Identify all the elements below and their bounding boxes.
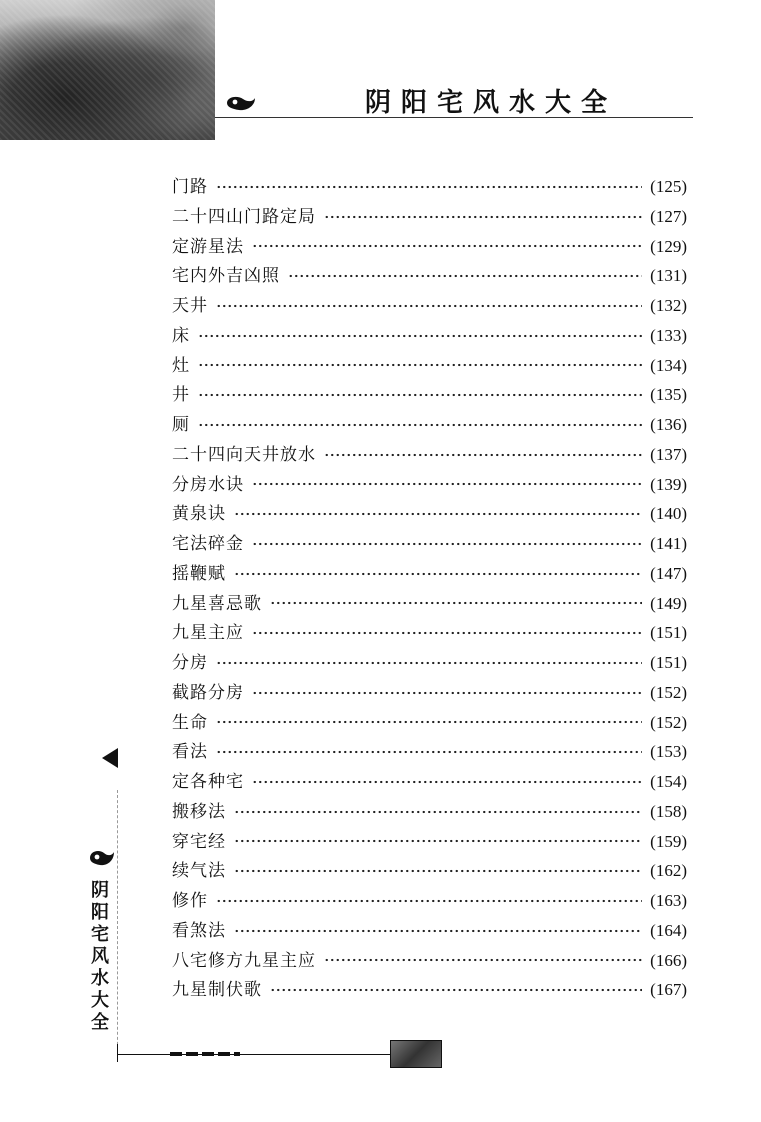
yin-yang-icon [225, 94, 257, 112]
toc-entry-page: (137) [650, 444, 687, 464]
toc-leader-dots [252, 477, 642, 491]
toc-entry-title: 井 [172, 385, 190, 406]
toc-entry-title: 定各种宅 [172, 772, 244, 792]
toc-entry[interactable] [172, 767, 687, 797]
toc-entry-page: (131) [650, 266, 687, 286]
toc-entry[interactable] [172, 351, 687, 381]
toc-leader-dots [324, 448, 642, 462]
toc-entry[interactable] [172, 618, 687, 648]
toc-entry-page: (135) [650, 385, 687, 405]
toc-entry-page: (166) [650, 950, 687, 970]
toc-entry-page: (159) [650, 831, 687, 851]
toc-entry-title: 八宅修方九星主应 [172, 950, 316, 971]
toc-entry-page: (134) [650, 355, 687, 375]
header-rule [215, 117, 693, 118]
toc-entry-title: 床 [172, 325, 190, 346]
toc-entry-page: (136) [650, 415, 687, 434]
toc-entry-page: (152) [650, 682, 687, 702]
toc-leader-dots [198, 418, 642, 432]
footer-ornament [170, 1052, 240, 1056]
toc-entry-title: 截路分房 [172, 682, 244, 703]
toc-leader-dots [252, 537, 642, 551]
table-of-contents [172, 172, 687, 1005]
toc-entry[interactable] [172, 232, 687, 262]
toc-entry-title: 摇鞭赋 [172, 563, 226, 584]
toc-entry[interactable] [172, 827, 687, 857]
toc-leader-dots [252, 626, 642, 640]
toc-entry[interactable] [172, 172, 687, 202]
toc-entry-title: 宅内外吉凶照 [172, 266, 280, 287]
toc-entry-page: (141) [650, 534, 687, 553]
toc-leader-dots [324, 210, 642, 224]
toc-entry-title: 宅法碎金 [172, 534, 244, 554]
page-header-title: 阴阳宅风水大全 [365, 88, 618, 118]
toc-entry-page: (147) [650, 563, 687, 583]
toc-entry[interactable] [172, 737, 687, 767]
toc-entry-page: (151) [650, 623, 687, 643]
toc-entry[interactable] [172, 678, 687, 708]
sidebar-title-char: 水 [91, 968, 109, 989]
toc-leader-dots [324, 953, 642, 967]
toc-entry-title: 九星制伏歌 [172, 980, 262, 1001]
toc-entry-page: (152) [650, 712, 687, 732]
footer-page-box [390, 1040, 442, 1068]
toc-entry[interactable] [172, 261, 687, 291]
toc-leader-dots [234, 567, 642, 581]
toc-leader-dots [234, 507, 642, 521]
toc-entry-page: (139) [650, 474, 687, 494]
footer-tick [117, 1044, 118, 1062]
toc-entry-page: (153) [650, 742, 687, 762]
toc-entry-title: 定游星法 [172, 236, 244, 257]
toc-entry[interactable] [172, 886, 687, 916]
toc-leader-dots [216, 180, 642, 194]
toc-leader-dots [234, 834, 642, 848]
toc-leader-dots [252, 239, 642, 253]
toc-leader-dots [198, 358, 642, 372]
sidebar-title-char: 大 [91, 990, 109, 1011]
left-arrow-icon [102, 748, 118, 768]
toc-entry[interactable] [172, 380, 687, 410]
sidebar-title-char: 全 [91, 1012, 109, 1033]
toc-entry-page: (129) [650, 236, 687, 256]
toc-entry-title: 搬移法 [172, 801, 226, 822]
toc-entry-title: 穿宅经 [172, 831, 226, 852]
toc-entry-title: 分房水诀 [172, 474, 244, 495]
toc-leader-dots [252, 775, 642, 789]
sidebar-title-char: 阳 [91, 902, 109, 923]
toc-leader-dots [270, 983, 642, 997]
toc-leader-dots [198, 329, 642, 343]
toc-entry-page: (162) [650, 861, 687, 881]
toc-leader-dots [288, 269, 642, 283]
toc-entry-title: 二十四向天井放水 [172, 444, 316, 465]
toc-leader-dots [234, 805, 642, 819]
toc-entry[interactable] [172, 708, 687, 738]
toc-entry-title: 天井 [172, 296, 208, 316]
toc-entry-title: 看法 [172, 742, 208, 763]
toc-leader-dots [216, 715, 642, 729]
toc-entry-page: (164) [650, 920, 687, 940]
toc-leader-dots [216, 894, 642, 908]
toc-leader-dots [270, 596, 642, 610]
toc-entry-page: (149) [650, 593, 687, 613]
toc-entry-page: (158) [650, 801, 687, 821]
sidebar-title-char: 阴 [91, 880, 109, 901]
toc-entry-title: 黄泉诀 [172, 504, 226, 525]
toc-entry[interactable] [172, 797, 687, 827]
toc-entry[interactable] [172, 648, 687, 678]
toc-entry[interactable] [172, 291, 687, 321]
toc-entry[interactable] [172, 499, 687, 529]
toc-leader-dots [216, 745, 642, 759]
toc-entry[interactable] [172, 321, 687, 351]
toc-entry-page: (167) [650, 980, 687, 1000]
toc-entry[interactable] [172, 946, 687, 976]
toc-entry-page: (127) [650, 206, 687, 226]
toc-entry-page: (140) [650, 504, 687, 524]
toc-entry-title: 分房 [172, 653, 208, 673]
corner-landscape-image [0, 0, 215, 140]
toc-entry[interactable] [172, 856, 687, 886]
toc-entry-page: (163) [650, 891, 687, 910]
toc-entry[interactable] [172, 529, 687, 559]
toc-entry-page: (133) [650, 325, 687, 345]
toc-entry-page: (154) [650, 772, 687, 791]
sidebar-book-title [88, 880, 112, 1034]
side-divider [117, 790, 118, 1060]
toc-leader-dots [234, 924, 642, 938]
toc-entry-title: 门路 [172, 177, 208, 197]
toc-entry-title: 修作 [172, 891, 208, 911]
toc-entry[interactable] [172, 410, 687, 440]
toc-entry-page: (125) [650, 177, 687, 196]
toc-entry-page: (151) [650, 653, 687, 672]
toc-leader-dots [234, 864, 642, 878]
toc-entry[interactable] [172, 916, 687, 946]
toc-entry-title: 续气法 [172, 861, 226, 882]
toc-leader-dots [216, 299, 642, 313]
yin-yang-icon [88, 848, 116, 868]
toc-entry-page: (132) [650, 296, 687, 315]
toc-entry-title: 九星主应 [172, 623, 244, 644]
toc-entry-title: 生命 [172, 712, 208, 733]
sidebar-title-char: 宅 [91, 924, 109, 945]
toc-entry-title: 看煞法 [172, 920, 226, 941]
toc-entry[interactable] [172, 202, 687, 232]
toc-entry-title: 二十四山门路定局 [172, 206, 316, 227]
toc-entry[interactable] [172, 559, 687, 589]
toc-leader-dots [252, 686, 642, 700]
toc-entry-title: 厕 [172, 415, 190, 435]
toc-entry[interactable] [172, 440, 687, 470]
toc-entry[interactable] [172, 470, 687, 500]
footer-line [118, 1054, 390, 1055]
toc-entry[interactable] [172, 975, 687, 1005]
toc-leader-dots [198, 388, 642, 402]
toc-entry-title: 灶 [172, 355, 190, 376]
toc-entry[interactable] [172, 589, 687, 619]
toc-entry-title: 九星喜忌歌 [172, 593, 262, 614]
toc-leader-dots [216, 656, 642, 670]
sidebar-title-char: 风 [91, 946, 109, 967]
